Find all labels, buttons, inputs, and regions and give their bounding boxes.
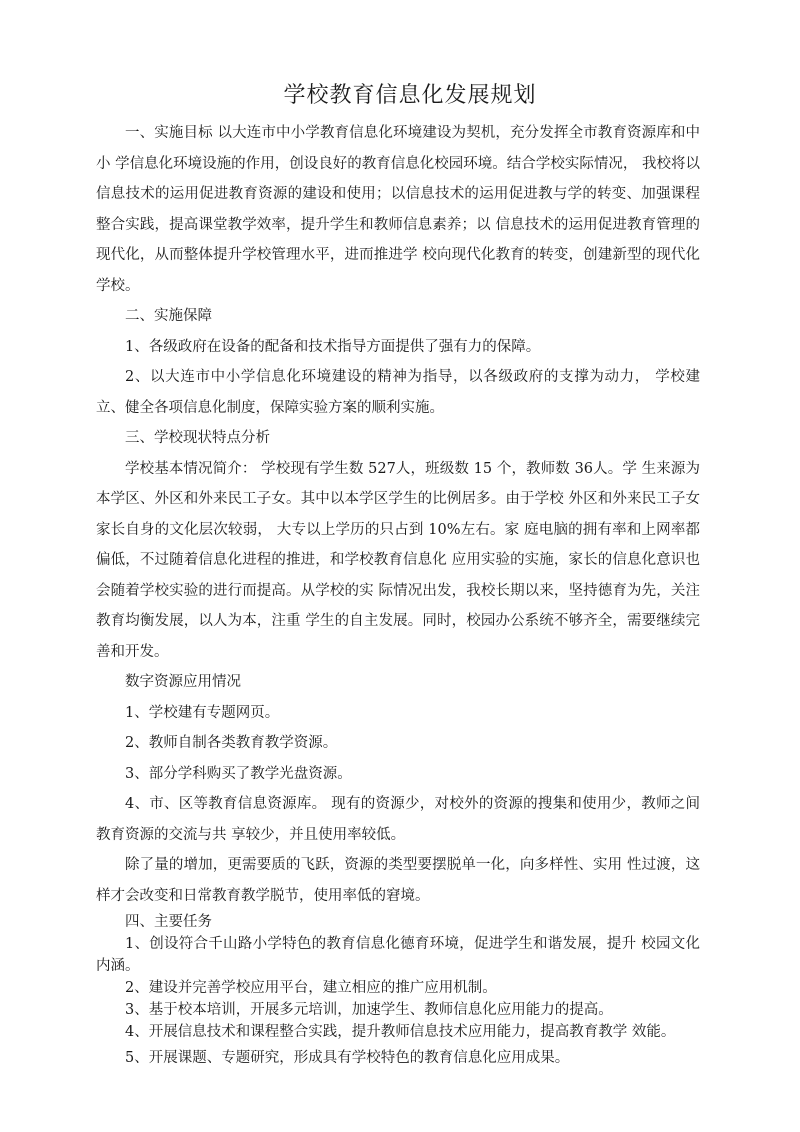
section-3-heading: 三、学校现状特点分析 [125,430,270,446]
document-title: 学校教育信息化发展规划 [283,83,537,108]
task-item-3: 3、基于校本培训，开展多元培训，加速学生、教师信息化应用能力的提高。 [125,1002,613,1018]
school-basic-info: 学校基本情况简介： 学校现有学生数 527人，班级数 15 个，教师数 36人。学 生来源为本学区、外区和外来民工子女。其中以本学区学生的比例居多。由于学校 外区和外来民工子女家长自身的文化层次较弱， 大专以上学历的只占到 10%左右。家 庭电脑的拥有率和上网率都偏低，不过随着信息化进程的推进，和学校教育信息化 应用实验的实施，家长的信息化意识也会随着学校实验的进行而提高。从学校的实 际情况出发，我校长期以来，坚持德育为先，关注教育均衡发展，以人为本，注重 学生的自主发展。同时，校园办公系统不够齐全，需要继续完善和开发。 [96,460,700,660]
digital-item-2: 2、教师自制各类教育教学资源。 [125,735,338,751]
task-item-4: 4、开展信息技术和课程整合实践，提升教师信息技术应用能力，提高教育教学 效能。 [125,1024,676,1040]
section-1-paragraph: 一、实施目标 以大连市中小学教育信息化环境建设为契机，充分发挥全市教育资源库和中小 学信息化环境设施的作用，创设良好的教育信息化校园环境。结合学校实际情况， 我校将以信息技术的运用促进教育资源的建设和使用；以信息技术的运用促进教与学的转变、加强课程整合实践，提高课堂教学效率，提升学生和教师信息素养；以 信息技术的运用促进教育管理的现代化，从而整体提升学校管理水平，进而推进学 校向现代化教育的转变，创建新型的现代化学校。 [96,125,700,294]
section-4-heading: 四、主要任务 [125,914,212,930]
digital-resources-heading: 数字资源应用情况 [125,674,241,690]
task-item-2: 2、建设并完善学校应用平台，建立相应的推广应用机制。 [125,980,497,996]
section-2-item-1: 1、各级政府在设备的配备和技术指导方面提供了强有力的保障。 [125,338,541,355]
digital-item-1: 1、学校建有专题网页。 [125,704,280,721]
task-item-1: 1、创设符合千山路小学特色的教育信息化德育环境，促进学生和谐发展，提升 校园文化内涵。 [96,936,700,974]
section-2-heading: 二、实施保障 [125,308,212,324]
section-2-item-2: 2、以大连市中小学信息化环境建设的精神为指导，以各级政府的支撑为动力， 学校建立、健全各项信息化制度，保障实验方案的顺利实施。 [96,369,700,416]
digital-item-4: 4、市、区等教育信息资源库。 现有的资源少，对校外的资源的搜集和使用少，教师之间教育资源的交流与共 享较少，并且使用率较低。 [96,796,700,843]
resources-conclusion: 除了量的增加，更需要质的飞跃，资源的类型要摆脱单一化，向多样性、实用 性过渡，这样才会改变和日常教育教学脱节，使用率低的窘境。 [96,857,700,904]
task-item-5: 5、开展课题、专题研究，形成具有学校特色的教育信息化应用成果。 [125,1050,570,1066]
document-body [96,118,700,1074]
digital-item-3: 3、部分学科购买了教学光盘资源。 [125,765,352,782]
